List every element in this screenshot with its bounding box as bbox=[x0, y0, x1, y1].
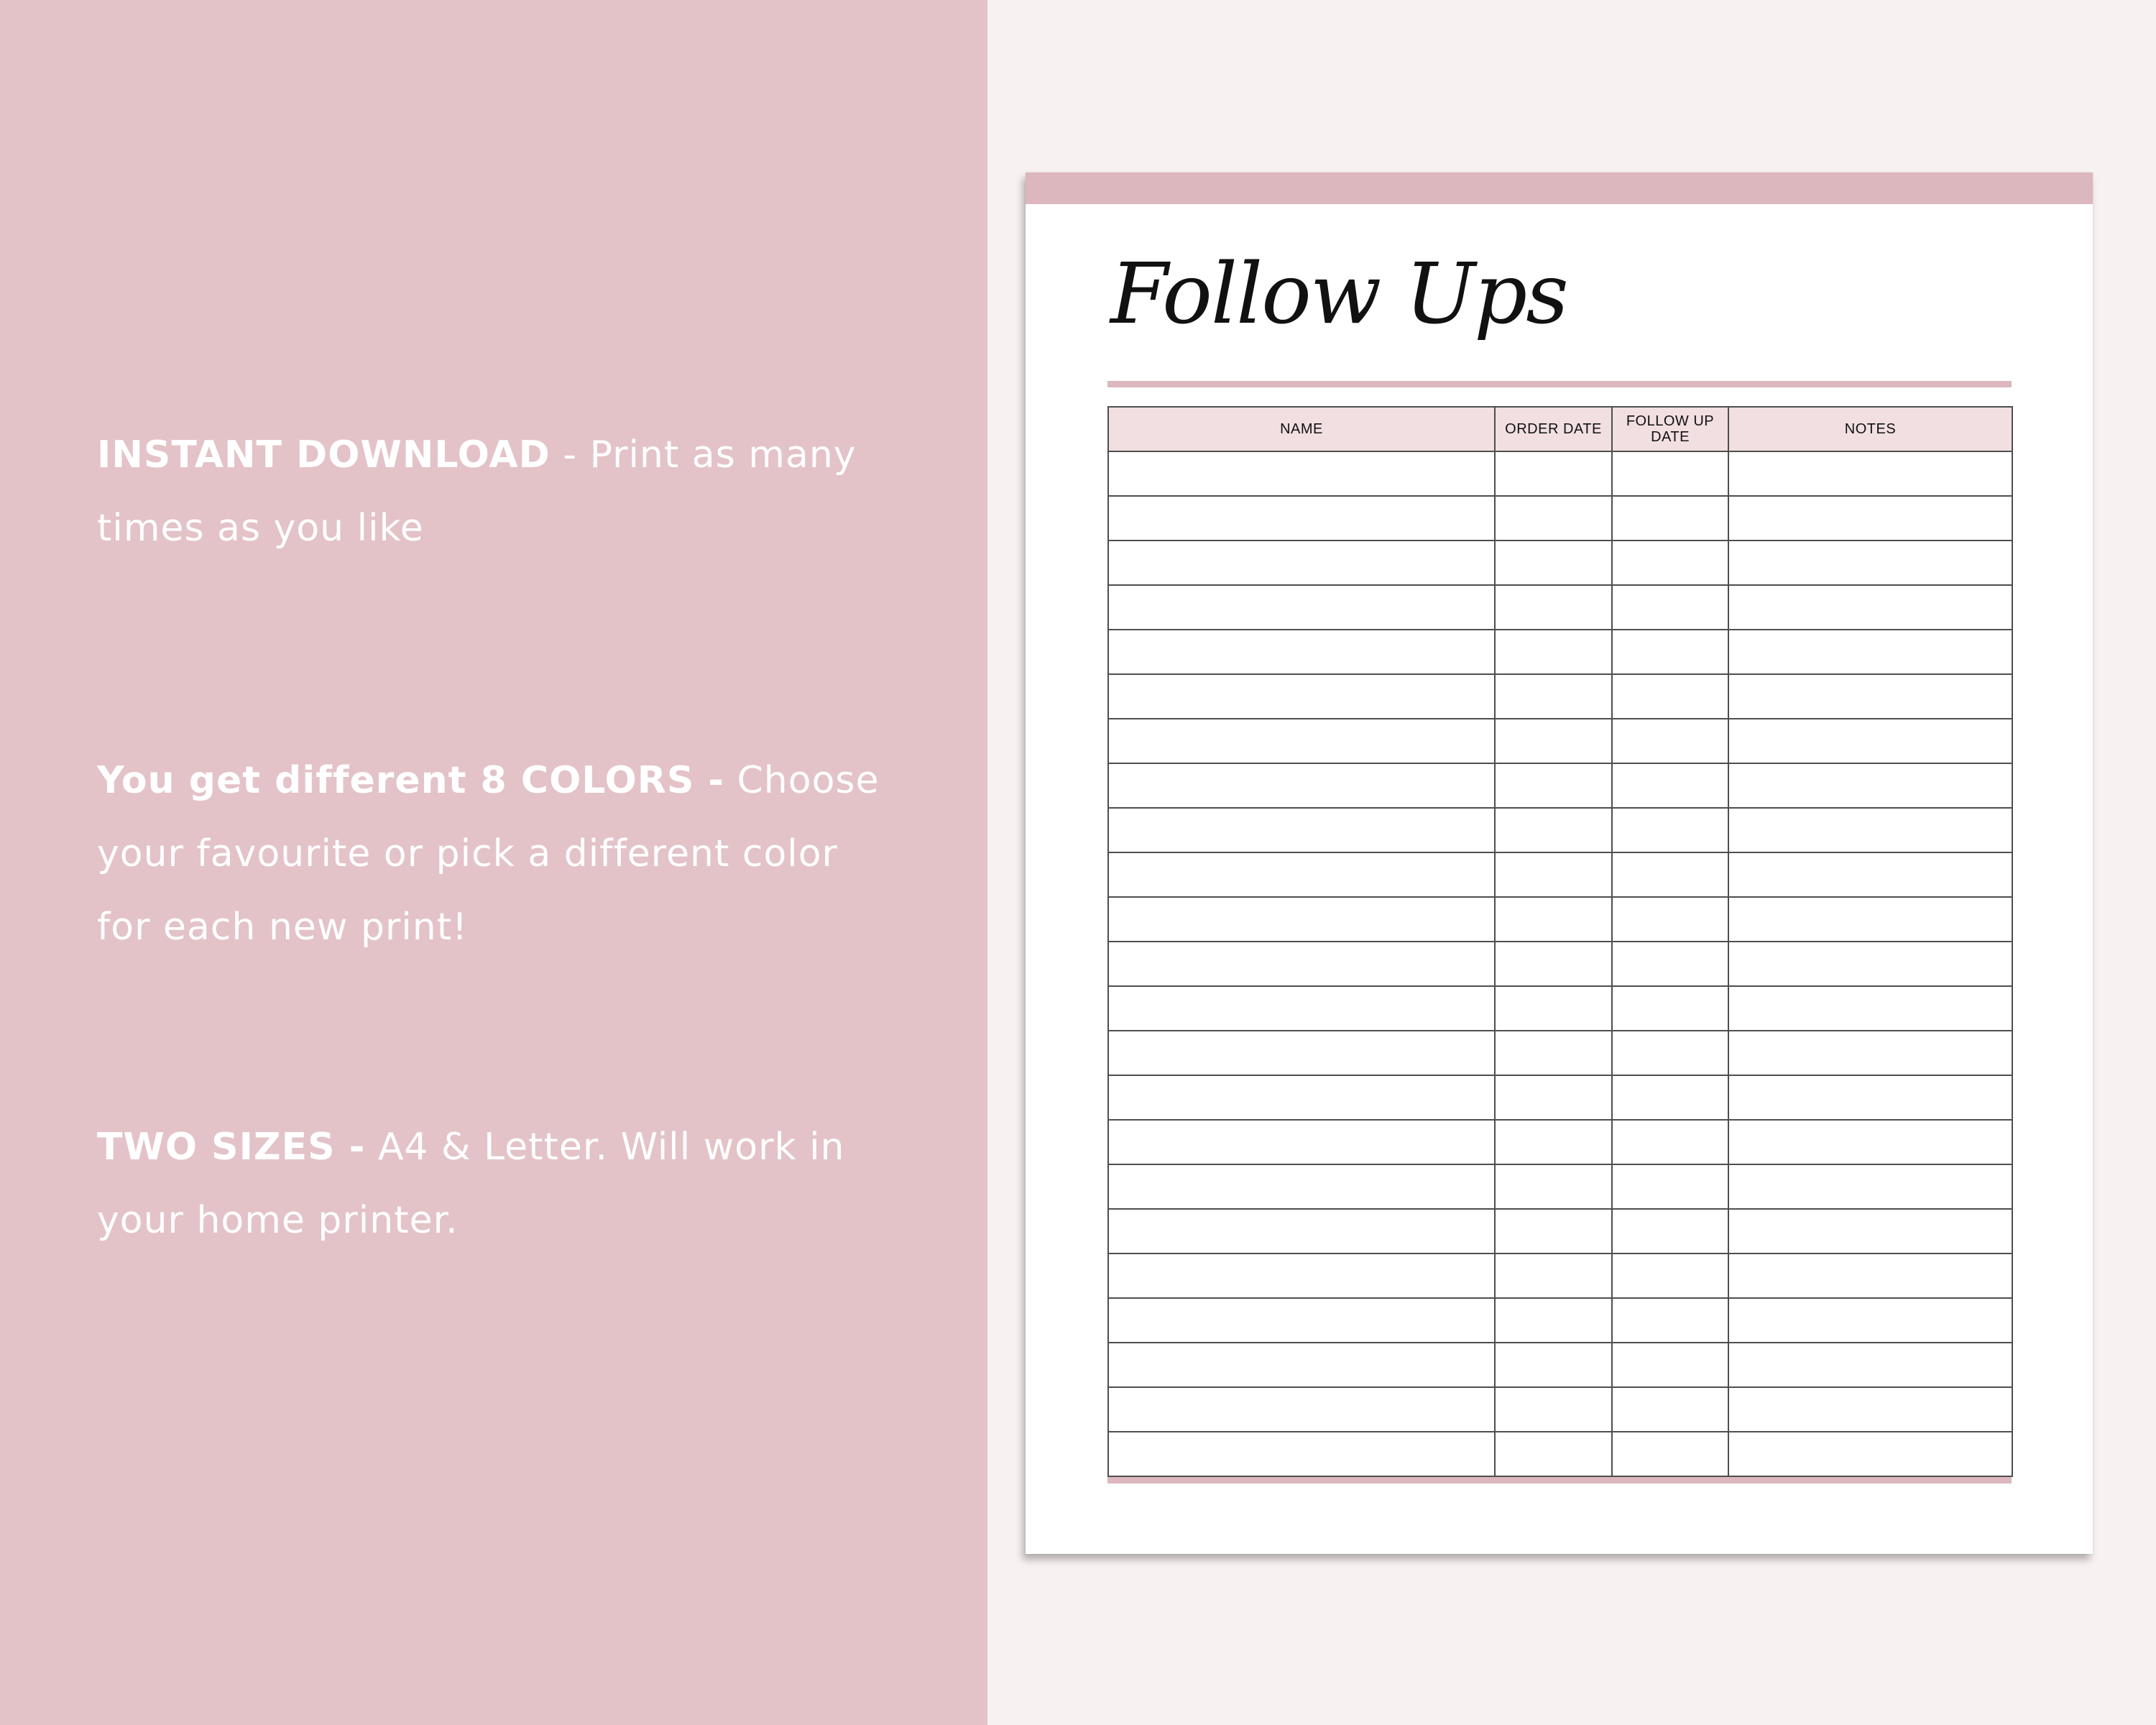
table-cell bbox=[1728, 674, 2012, 719]
table-cell bbox=[1728, 1164, 2012, 1209]
table-cell bbox=[1728, 585, 2012, 630]
table-cell bbox=[1495, 986, 1612, 1031]
column-header-follow-up-date: FOLLOW UP DATE bbox=[1612, 407, 1728, 451]
table-cell bbox=[1108, 630, 1495, 674]
table-cell bbox=[1108, 852, 1495, 897]
table-row bbox=[1108, 1120, 2012, 1164]
feature-instant-download bbox=[97, 418, 902, 565]
table-cell bbox=[1108, 496, 1495, 540]
table-cell bbox=[1612, 986, 1728, 1031]
table-cell bbox=[1728, 1209, 2012, 1254]
table-cell bbox=[1108, 897, 1495, 942]
table-cell bbox=[1108, 1075, 1495, 1120]
table-cell bbox=[1108, 540, 1495, 585]
table-cell bbox=[1612, 942, 1728, 986]
table-row bbox=[1108, 496, 2012, 540]
table-cell bbox=[1495, 1031, 1612, 1075]
table-cell bbox=[1612, 763, 1728, 808]
table-cell bbox=[1612, 1164, 1728, 1209]
table-cell bbox=[1728, 451, 2012, 496]
table-cell bbox=[1612, 1075, 1728, 1120]
table-cell bbox=[1108, 1031, 1495, 1075]
table-cell bbox=[1495, 1432, 1612, 1476]
table-cell bbox=[1495, 451, 1612, 496]
table-cell bbox=[1495, 763, 1612, 808]
table-cell bbox=[1495, 1164, 1612, 1209]
table-cell bbox=[1728, 496, 2012, 540]
table-row bbox=[1108, 852, 2012, 897]
table-row bbox=[1108, 763, 2012, 808]
table-cell bbox=[1108, 1120, 1495, 1164]
footer-divider bbox=[1107, 1477, 2012, 1484]
table-cell bbox=[1108, 1209, 1495, 1254]
feature-instant-download-highlight: INSTANT DOWNLOAD bbox=[97, 433, 550, 477]
title-divider-top bbox=[1107, 381, 2012, 387]
table-cell bbox=[1108, 942, 1495, 986]
column-header-order-date: ORDER DATE bbox=[1495, 407, 1612, 451]
table-cell bbox=[1612, 1298, 1728, 1343]
table-cell bbox=[1495, 674, 1612, 719]
table-cell bbox=[1495, 1343, 1612, 1387]
table-cell bbox=[1612, 1254, 1728, 1298]
table-cell bbox=[1612, 897, 1728, 942]
table-cell bbox=[1728, 540, 2012, 585]
table-cell bbox=[1108, 585, 1495, 630]
table-cell bbox=[1728, 942, 2012, 986]
feature-colors bbox=[97, 744, 902, 964]
table-cell bbox=[1612, 1343, 1728, 1387]
table-cell bbox=[1495, 897, 1612, 942]
table-cell bbox=[1495, 808, 1612, 852]
follow-ups-table-wrap bbox=[1107, 406, 2012, 1455]
table-row bbox=[1108, 1432, 2012, 1476]
table-cell bbox=[1495, 1254, 1612, 1298]
table-cell bbox=[1495, 540, 1612, 585]
table-row bbox=[1108, 451, 2012, 496]
table-row bbox=[1108, 808, 2012, 852]
table-cell bbox=[1728, 630, 2012, 674]
feature-colors-text: Choose your favourite or pick a different color for each new print! bbox=[97, 759, 880, 949]
table-cell bbox=[1495, 719, 1612, 763]
table-cell bbox=[1728, 808, 2012, 852]
table-row bbox=[1108, 585, 2012, 630]
table-cell bbox=[1495, 496, 1612, 540]
printable-page-preview bbox=[1026, 172, 2093, 1554]
table-cell bbox=[1728, 1031, 2012, 1075]
table-cell bbox=[1612, 1031, 1728, 1075]
table-row bbox=[1108, 540, 2012, 585]
table-cell bbox=[1612, 808, 1728, 852]
table-row bbox=[1108, 1031, 2012, 1075]
table-cell bbox=[1612, 719, 1728, 763]
table-cell bbox=[1728, 1298, 2012, 1343]
table-cell bbox=[1612, 674, 1728, 719]
table-cell bbox=[1728, 852, 2012, 897]
table-row bbox=[1108, 942, 2012, 986]
table-cell bbox=[1495, 585, 1612, 630]
table-cell bbox=[1728, 1343, 2012, 1387]
column-header-name: NAME bbox=[1108, 407, 1495, 451]
table-cell bbox=[1612, 1387, 1728, 1432]
table-cell bbox=[1108, 1164, 1495, 1209]
page-title: Follow Ups bbox=[1110, 246, 1567, 343]
table-cell bbox=[1108, 808, 1495, 852]
table-cell bbox=[1728, 1120, 2012, 1164]
table-cell bbox=[1612, 496, 1728, 540]
table-row bbox=[1108, 1343, 2012, 1387]
table-cell bbox=[1108, 1432, 1495, 1476]
table-cell bbox=[1495, 942, 1612, 986]
table-cell bbox=[1108, 719, 1495, 763]
table-cell bbox=[1495, 1209, 1612, 1254]
table-row bbox=[1108, 674, 2012, 719]
table-cell bbox=[1728, 1432, 2012, 1476]
table-row bbox=[1108, 1387, 2012, 1432]
table-cell bbox=[1612, 852, 1728, 897]
page-title-wrap bbox=[1110, 241, 1567, 349]
table-cell bbox=[1728, 897, 2012, 942]
table-cell bbox=[1612, 1432, 1728, 1476]
table-cell bbox=[1108, 763, 1495, 808]
table-cell bbox=[1612, 585, 1728, 630]
table-cell bbox=[1728, 763, 2012, 808]
table-row bbox=[1108, 1075, 2012, 1120]
table-header-row bbox=[1108, 407, 2012, 451]
table-cell bbox=[1728, 986, 2012, 1031]
table-row bbox=[1108, 1254, 2012, 1298]
follow-ups-table bbox=[1107, 406, 2013, 1477]
table-cell bbox=[1108, 1298, 1495, 1343]
table-row bbox=[1108, 630, 2012, 674]
table-row bbox=[1108, 719, 2012, 763]
feature-sizes-highlight: TWO SIZES - bbox=[97, 1126, 366, 1169]
table-cell bbox=[1612, 1209, 1728, 1254]
table-cell bbox=[1108, 1387, 1495, 1432]
feature-colors-highlight: You get different 8 COLORS - bbox=[97, 759, 724, 802]
table-cell bbox=[1495, 1075, 1612, 1120]
table-cell bbox=[1495, 1120, 1612, 1164]
table-cell bbox=[1495, 852, 1612, 897]
table-cell bbox=[1495, 630, 1612, 674]
table-row bbox=[1108, 986, 2012, 1031]
left-info-panel bbox=[0, 0, 987, 1725]
table-cell bbox=[1108, 674, 1495, 719]
table-cell bbox=[1495, 1387, 1612, 1432]
feature-instant-download-text: - Print as many times as you like bbox=[97, 433, 857, 550]
table-cell bbox=[1108, 451, 1495, 496]
table-row bbox=[1108, 1164, 2012, 1209]
feature-sizes bbox=[97, 1110, 902, 1257]
table-cell bbox=[1495, 1298, 1612, 1343]
table-cell bbox=[1612, 540, 1728, 585]
table-row bbox=[1108, 1298, 2012, 1343]
column-header-notes: NOTES bbox=[1728, 407, 2012, 451]
page-top-color-bar bbox=[1026, 172, 2093, 204]
table-cell bbox=[1108, 1254, 1495, 1298]
table-cell bbox=[1728, 1387, 2012, 1432]
table-cell bbox=[1728, 719, 2012, 763]
table-cell bbox=[1612, 630, 1728, 674]
table-row bbox=[1108, 1209, 2012, 1254]
table-cell bbox=[1728, 1254, 2012, 1298]
table-body bbox=[1108, 451, 2012, 1476]
table-row bbox=[1108, 897, 2012, 942]
table-cell bbox=[1612, 451, 1728, 496]
table-cell bbox=[1108, 986, 1495, 1031]
table-cell bbox=[1108, 1343, 1495, 1387]
feature-sizes-text: A4 & Letter. Will work in your home printer. bbox=[97, 1126, 845, 1242]
table-cell bbox=[1612, 1120, 1728, 1164]
table-cell bbox=[1728, 1075, 2012, 1120]
